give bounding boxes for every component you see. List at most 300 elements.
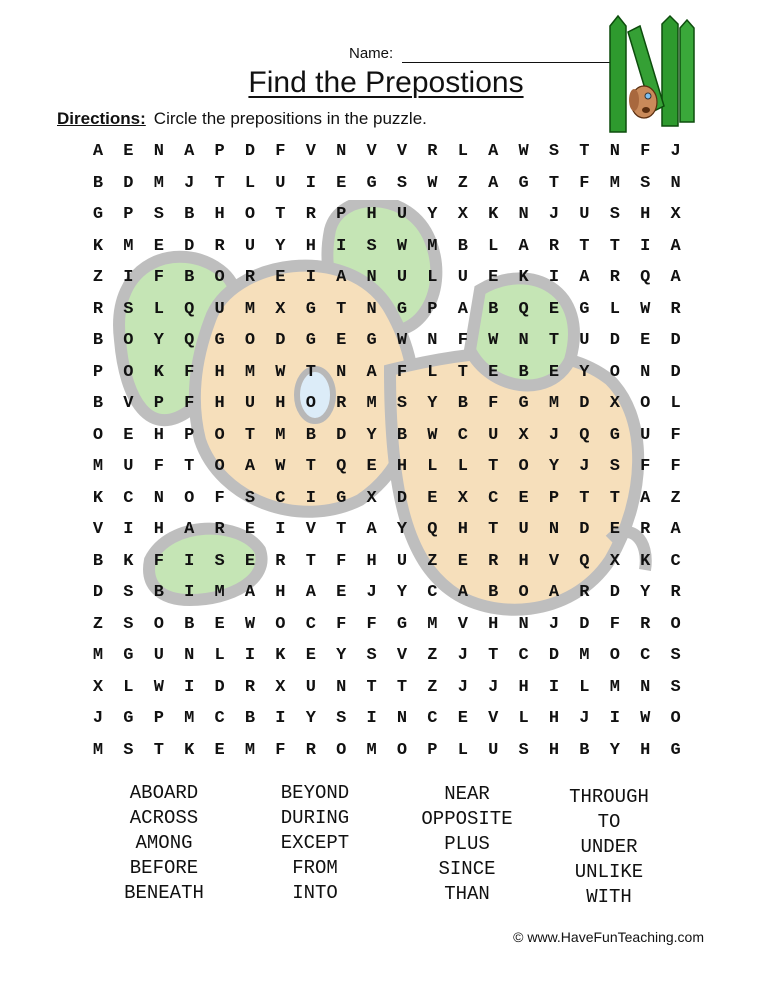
grid-letter[interactable]: Y: [305, 709, 316, 728]
grid-letter[interactable]: S: [609, 205, 620, 224]
grid-letter[interactable]: U: [579, 331, 590, 350]
grid-letter[interactable]: T: [214, 173, 225, 193]
grid-letter[interactable]: N: [366, 299, 377, 319]
grid-letter[interactable]: H: [640, 740, 651, 760]
grid-letter[interactable]: S: [244, 488, 256, 508]
grid-letter[interactable]: A: [184, 142, 195, 161]
grid-letter[interactable]: T: [153, 740, 164, 760]
grid-letter[interactable]: E: [123, 142, 134, 161]
grid-letter[interactable]: M: [92, 457, 104, 476]
grid-letter[interactable]: O: [396, 740, 408, 760]
grid-letter[interactable]: S: [123, 299, 134, 319]
grid-letter[interactable]: X: [670, 205, 681, 224]
grid-letter[interactable]: S: [336, 709, 347, 728]
grid-letter[interactable]: F: [214, 488, 225, 508]
grid-letter[interactable]: B: [457, 236, 468, 256]
grid-letter[interactable]: F: [275, 142, 286, 161]
grid-letter[interactable]: J: [92, 709, 104, 728]
grid-letter[interactable]: M: [123, 236, 134, 256]
grid-letter[interactable]: Z: [670, 488, 681, 508]
grid-letter[interactable]: M: [184, 709, 195, 728]
grid-letter[interactable]: R: [640, 614, 651, 634]
grid-letter[interactable]: J: [579, 709, 590, 728]
grid-letter[interactable]: P: [153, 709, 164, 728]
grid-letter[interactable]: R: [214, 236, 225, 256]
grid-letter[interactable]: A: [640, 488, 651, 508]
grid-letter[interactable]: A: [488, 142, 499, 161]
grid-letter[interactable]: D: [396, 488, 408, 508]
grid-letter[interactable]: W: [275, 457, 286, 476]
grid-letter[interactable]: O: [92, 425, 104, 445]
grid-letter[interactable]: B: [92, 173, 104, 193]
grid-letter[interactable]: A: [244, 583, 256, 602]
grid-letter[interactable]: O: [244, 331, 256, 350]
grid-letter[interactable]: R: [670, 583, 681, 602]
grid-letter[interactable]: E: [609, 520, 620, 539]
grid-letter[interactable]: R: [244, 677, 256, 697]
grid-letter[interactable]: X: [275, 299, 286, 319]
grid-letter[interactable]: E: [366, 457, 377, 476]
grid-letter[interactable]: L: [153, 299, 164, 319]
grid-letter[interactable]: U: [579, 205, 590, 224]
grid-letter[interactable]: F: [670, 425, 681, 445]
grid-letter[interactable]: S: [609, 457, 620, 476]
grid-letter[interactable]: W: [427, 425, 438, 445]
grid-letter[interactable]: O: [518, 583, 529, 602]
grid-letter[interactable]: H: [518, 551, 529, 571]
grid-letter[interactable]: X: [366, 488, 377, 508]
grid-letter[interactable]: I: [244, 646, 256, 665]
grid-letter[interactable]: I: [548, 268, 560, 287]
grid-letter[interactable]: J: [366, 583, 377, 602]
grid-letter[interactable]: Q: [336, 457, 347, 476]
grid-letter[interactable]: J: [548, 614, 560, 634]
grid-letter[interactable]: N: [640, 362, 651, 382]
grid-letter[interactable]: N: [336, 362, 347, 382]
grid-letter[interactable]: O: [123, 362, 134, 382]
grid-letter[interactable]: H: [366, 551, 377, 571]
grid-letter[interactable]: K: [275, 646, 286, 665]
grid-letter[interactable]: D: [184, 236, 195, 256]
grid-letter[interactable]: J: [488, 677, 499, 697]
grid-letter[interactable]: T: [366, 677, 377, 697]
grid-letter[interactable]: A: [305, 583, 316, 602]
grid-letter[interactable]: R: [609, 268, 620, 287]
grid-letter[interactable]: H: [214, 205, 225, 224]
grid-letter[interactable]: G: [123, 646, 134, 665]
grid-letter[interactable]: U: [214, 299, 225, 319]
grid-letter[interactable]: J: [670, 142, 681, 161]
grid-letter[interactable]: E: [275, 268, 286, 287]
grid-letter[interactable]: D: [123, 173, 134, 193]
grid-letter[interactable]: T: [609, 236, 620, 256]
grid-letter[interactable]: O: [609, 646, 620, 665]
grid-letter[interactable]: N: [640, 677, 651, 697]
grid-letter[interactable]: S: [123, 614, 134, 634]
grid-letter[interactable]: G: [92, 205, 104, 224]
grid-letter[interactable]: V: [305, 520, 316, 539]
grid-letter[interactable]: Z: [427, 646, 438, 665]
grid-letter[interactable]: R: [214, 520, 225, 539]
grid-letter[interactable]: C: [457, 425, 468, 445]
grid-letter[interactable]: A: [518, 236, 529, 256]
grid-letter[interactable]: G: [518, 173, 529, 193]
grid-letter[interactable]: B: [518, 362, 529, 382]
grid-letter[interactable]: D: [336, 425, 347, 445]
grid-letter[interactable]: V: [92, 520, 104, 539]
grid-letter[interactable]: D: [92, 583, 104, 602]
grid-letter[interactable]: H: [640, 205, 651, 224]
grid-letter[interactable]: U: [457, 268, 468, 287]
grid-letter[interactable]: W: [244, 614, 256, 634]
grid-letter[interactable]: J: [457, 677, 468, 697]
grid-letter[interactable]: G: [518, 394, 529, 413]
grid-letter[interactable]: W: [518, 142, 529, 161]
grid-letter[interactable]: I: [336, 236, 347, 256]
grid-letter[interactable]: R: [244, 268, 256, 287]
grid-letter[interactable]: M: [275, 425, 286, 445]
grid-letter[interactable]: C: [427, 709, 438, 728]
grid-letter[interactable]: Y: [640, 583, 651, 602]
grid-letter[interactable]: Z: [92, 614, 104, 634]
grid-letter[interactable]: K: [92, 236, 104, 256]
grid-letter[interactable]: L: [579, 677, 590, 697]
grid-letter[interactable]: M: [579, 646, 590, 665]
grid-letter[interactable]: M: [153, 173, 164, 193]
grid-letter[interactable]: K: [518, 268, 529, 287]
grid-letter[interactable]: T: [336, 520, 347, 539]
grid-letter[interactable]: O: [305, 394, 316, 413]
grid-letter[interactable]: F: [153, 268, 164, 287]
grid-letter[interactable]: D: [670, 362, 681, 382]
grid-letter[interactable]: T: [305, 457, 316, 476]
grid-letter[interactable]: O: [670, 614, 681, 634]
grid-letter[interactable]: Y: [366, 425, 377, 445]
grid-letter[interactable]: X: [609, 394, 620, 413]
grid-letter[interactable]: S: [518, 740, 529, 760]
grid-letter[interactable]: R: [336, 394, 347, 413]
grid-letter[interactable]: F: [336, 614, 347, 634]
grid-letter[interactable]: F: [153, 457, 164, 476]
grid-letter[interactable]: I: [548, 677, 560, 697]
grid-letter[interactable]: B: [184, 614, 195, 634]
grid-letter[interactable]: P: [427, 299, 438, 319]
grid-letter[interactable]: H: [214, 394, 225, 413]
grid-letter[interactable]: W: [396, 236, 408, 256]
grid-letter[interactable]: E: [488, 268, 499, 287]
grid-letter[interactable]: F: [275, 740, 286, 760]
grid-letter[interactable]: A: [457, 299, 468, 319]
grid-letter[interactable]: Y: [579, 362, 590, 382]
grid-letter[interactable]: F: [640, 142, 651, 161]
grid-letter[interactable]: F: [153, 551, 164, 571]
grid-letter[interactable]: R: [548, 236, 560, 256]
grid-letter[interactable]: S: [548, 142, 560, 161]
grid-letter[interactable]: P: [123, 205, 134, 224]
grid-letter[interactable]: T: [488, 520, 499, 539]
grid-letter[interactable]: G: [305, 299, 316, 319]
grid-letter[interactable]: R: [670, 299, 681, 319]
grid-letter[interactable]: Z: [92, 268, 104, 287]
grid-letter[interactable]: V: [123, 394, 134, 413]
grid-letter[interactable]: T: [579, 142, 590, 161]
grid-letter[interactable]: T: [184, 457, 195, 476]
grid-letter[interactable]: C: [518, 646, 529, 665]
grid-letter[interactable]: T: [579, 236, 590, 256]
grid-letter[interactable]: D: [244, 142, 256, 161]
grid-letter[interactable]: K: [488, 205, 499, 224]
grid-letter[interactable]: C: [488, 488, 499, 508]
grid-letter[interactable]: Q: [518, 299, 529, 319]
grid-letter[interactable]: Y: [396, 583, 408, 602]
grid-letter[interactable]: F: [366, 614, 377, 634]
grid-letter[interactable]: Q: [579, 425, 590, 445]
grid-letter[interactable]: S: [396, 173, 408, 193]
grid-letter[interactable]: U: [488, 425, 499, 445]
grid-letter[interactable]: I: [305, 488, 316, 508]
grid-letter[interactable]: X: [609, 551, 620, 571]
grid-letter[interactable]: P: [214, 142, 225, 161]
grid-letter[interactable]: R: [579, 583, 590, 602]
grid-letter[interactable]: M: [214, 583, 225, 602]
grid-letter[interactable]: I: [609, 709, 620, 728]
name-input-line[interactable]: [402, 62, 622, 63]
grid-letter[interactable]: G: [366, 331, 377, 350]
grid-letter[interactable]: E: [548, 299, 560, 319]
grid-letter[interactable]: H: [214, 362, 225, 382]
grid-letter[interactable]: S: [214, 551, 225, 571]
grid-letter[interactable]: E: [244, 520, 256, 539]
grid-letter[interactable]: S: [640, 173, 651, 193]
grid-letter[interactable]: F: [396, 362, 408, 382]
grid-letter[interactable]: K: [153, 362, 164, 382]
grid-letter[interactable]: S: [123, 583, 134, 602]
grid-letter[interactable]: P: [184, 425, 195, 445]
grid-letter[interactable]: M: [609, 173, 620, 193]
grid-letter[interactable]: B: [92, 394, 104, 413]
grid-letter[interactable]: S: [366, 646, 377, 665]
grid-letter[interactable]: G: [336, 488, 347, 508]
grid-letter[interactable]: X: [457, 488, 468, 508]
grid-letter[interactable]: T: [457, 362, 468, 382]
grid-letter[interactable]: H: [548, 740, 560, 760]
grid-letter[interactable]: D: [579, 614, 590, 634]
grid-letter[interactable]: N: [336, 677, 347, 697]
grid-letter[interactable]: R: [305, 740, 316, 760]
grid-letter[interactable]: H: [457, 520, 468, 539]
grid-letter[interactable]: I: [184, 551, 195, 571]
grid-letter[interactable]: B: [457, 394, 468, 413]
grid-letter[interactable]: H: [153, 425, 164, 445]
grid-letter[interactable]: F: [670, 457, 681, 476]
grid-letter[interactable]: I: [123, 520, 134, 539]
grid-letter[interactable]: B: [184, 205, 195, 224]
grid-letter[interactable]: W: [427, 173, 438, 193]
grid-letter[interactable]: W: [640, 299, 651, 319]
grid-letter[interactable]: B: [153, 583, 164, 602]
grid-letter[interactable]: C: [640, 646, 651, 665]
grid-letter[interactable]: I: [184, 677, 195, 697]
grid-letter[interactable]: P: [336, 205, 347, 224]
grid-letter[interactable]: T: [488, 457, 499, 476]
grid-letter[interactable]: F: [457, 331, 468, 350]
grid-letter[interactable]: H: [275, 394, 286, 413]
grid-letter[interactable]: P: [153, 394, 164, 413]
grid-letter[interactable]: L: [609, 299, 620, 319]
grid-letter[interactable]: M: [244, 299, 256, 319]
grid-letter[interactable]: U: [244, 394, 256, 413]
grid-letter[interactable]: G: [214, 331, 225, 350]
grid-letter[interactable]: N: [396, 709, 408, 728]
grid-letter[interactable]: F: [640, 457, 651, 476]
grid-letter[interactable]: P: [427, 740, 438, 760]
grid-letter[interactable]: V: [366, 142, 377, 161]
grid-letter[interactable]: O: [214, 425, 225, 445]
grid-letter[interactable]: F: [184, 362, 195, 382]
grid-letter[interactable]: I: [275, 709, 286, 728]
grid-letter[interactable]: A: [244, 457, 256, 476]
grid-letter[interactable]: E: [123, 425, 134, 445]
grid-letter[interactable]: R: [275, 551, 286, 571]
grid-letter[interactable]: T: [579, 488, 590, 508]
grid-letter[interactable]: N: [366, 268, 377, 287]
grid-letter[interactable]: M: [244, 362, 256, 382]
grid-letter[interactable]: Z: [427, 677, 438, 697]
grid-letter[interactable]: A: [457, 583, 468, 602]
grid-letter[interactable]: T: [609, 488, 620, 508]
grid-letter[interactable]: D: [670, 331, 681, 350]
grid-letter[interactable]: G: [396, 299, 408, 319]
grid-letter[interactable]: K: [640, 551, 651, 571]
grid-letter[interactable]: K: [123, 551, 134, 571]
grid-letter[interactable]: I: [184, 583, 195, 602]
grid-letter[interactable]: D: [609, 583, 620, 602]
grid-letter[interactable]: W: [153, 677, 164, 697]
grid-letter[interactable]: R: [488, 551, 499, 571]
grid-letter[interactable]: K: [184, 740, 195, 760]
grid-letter[interactable]: L: [670, 394, 681, 413]
grid-letter[interactable]: D: [609, 331, 620, 350]
grid-letter[interactable]: B: [488, 299, 499, 319]
grid-letter[interactable]: O: [153, 614, 164, 634]
grid-letter[interactable]: O: [336, 740, 347, 760]
grid-letter[interactable]: S: [123, 740, 134, 760]
grid-letter[interactable]: T: [305, 551, 316, 571]
grid-letter[interactable]: R: [305, 205, 316, 224]
grid-letter[interactable]: Z: [457, 173, 468, 193]
grid-letter[interactable]: L: [244, 173, 256, 193]
grid-letter[interactable]: E: [336, 173, 347, 193]
grid-letter[interactable]: Y: [427, 205, 438, 224]
grid-letter[interactable]: B: [92, 331, 104, 350]
grid-letter[interactable]: E: [518, 488, 529, 508]
grid-letter[interactable]: G: [123, 709, 134, 728]
grid-letter[interactable]: Y: [609, 740, 620, 760]
grid-letter[interactable]: T: [548, 173, 560, 193]
grid-letter[interactable]: R: [640, 520, 651, 539]
grid-letter[interactable]: V: [457, 614, 468, 634]
grid-letter[interactable]: M: [92, 740, 104, 760]
grid-letter[interactable]: M: [244, 740, 256, 760]
grid-letter[interactable]: D: [579, 394, 590, 413]
grid-letter[interactable]: Q: [184, 331, 195, 350]
grid-letter[interactable]: N: [153, 142, 164, 161]
grid-letter[interactable]: N: [518, 205, 529, 224]
grid-letter[interactable]: P: [548, 488, 560, 508]
grid-letter[interactable]: Y: [153, 331, 164, 350]
grid-letter[interactable]: U: [640, 425, 651, 445]
grid-letter[interactable]: F: [579, 173, 590, 193]
grid-letter[interactable]: D: [579, 520, 590, 539]
grid-letter[interactable]: U: [275, 173, 286, 193]
grid-letter[interactable]: M: [548, 394, 560, 413]
grid-letter[interactable]: S: [396, 394, 408, 413]
grid-letter[interactable]: A: [184, 520, 195, 539]
grid-letter[interactable]: F: [609, 614, 620, 634]
grid-letter[interactable]: I: [123, 268, 134, 287]
grid-letter[interactable]: I: [366, 709, 377, 728]
grid-letter[interactable]: G: [396, 614, 408, 634]
grid-letter[interactable]: N: [548, 520, 560, 539]
grid-letter[interactable]: I: [275, 520, 286, 539]
grid-letter[interactable]: T: [244, 425, 256, 445]
grid-letter[interactable]: A: [548, 583, 560, 602]
grid-letter[interactable]: U: [396, 551, 408, 571]
grid-letter[interactable]: W: [275, 362, 286, 382]
grid-letter[interactable]: T: [275, 205, 286, 224]
grid-letter[interactable]: H: [275, 583, 286, 602]
grid-letter[interactable]: M: [427, 614, 438, 634]
grid-letter[interactable]: S: [366, 236, 377, 256]
grid-letter[interactable]: O: [214, 268, 225, 287]
grid-letter[interactable]: G: [609, 425, 620, 445]
grid-letter[interactable]: R: [92, 299, 104, 319]
grid-letter[interactable]: A: [670, 236, 681, 256]
grid-letter[interactable]: N: [670, 173, 681, 193]
grid-letter[interactable]: O: [275, 614, 286, 634]
grid-letter[interactable]: S: [153, 205, 164, 224]
grid-letter[interactable]: T: [548, 331, 560, 350]
grid-letter[interactable]: L: [123, 677, 134, 697]
grid-letter[interactable]: L: [457, 142, 468, 161]
grid-letter[interactable]: O: [184, 488, 195, 508]
grid-letter[interactable]: U: [244, 236, 256, 256]
grid-letter[interactable]: E: [214, 614, 225, 634]
grid-letter[interactable]: B: [305, 425, 316, 445]
grid-letter[interactable]: E: [336, 583, 347, 602]
grid-letter[interactable]: U: [518, 520, 529, 539]
grid-letter[interactable]: L: [427, 268, 438, 287]
grid-letter[interactable]: U: [396, 268, 408, 287]
grid-letter[interactable]: V: [488, 709, 499, 728]
grid-letter[interactable]: N: [609, 142, 620, 161]
grid-letter[interactable]: H: [548, 709, 560, 728]
grid-letter[interactable]: B: [244, 709, 256, 728]
grid-letter[interactable]: D: [275, 331, 286, 350]
grid-letter[interactable]: B: [184, 268, 195, 287]
grid-letter[interactable]: L: [457, 457, 468, 476]
grid-letter[interactable]: G: [305, 331, 316, 350]
grid-letter[interactable]: E: [153, 236, 164, 256]
grid-letter[interactable]: L: [518, 709, 529, 728]
grid-letter[interactable]: Y: [427, 394, 438, 413]
grid-letter[interactable]: U: [153, 646, 164, 665]
grid-letter[interactable]: C: [305, 614, 316, 634]
grid-letter[interactable]: N: [427, 331, 438, 350]
grid-letter[interactable]: T: [336, 299, 347, 319]
grid-letter[interactable]: Q: [184, 299, 195, 319]
grid-letter[interactable]: N: [518, 331, 529, 350]
